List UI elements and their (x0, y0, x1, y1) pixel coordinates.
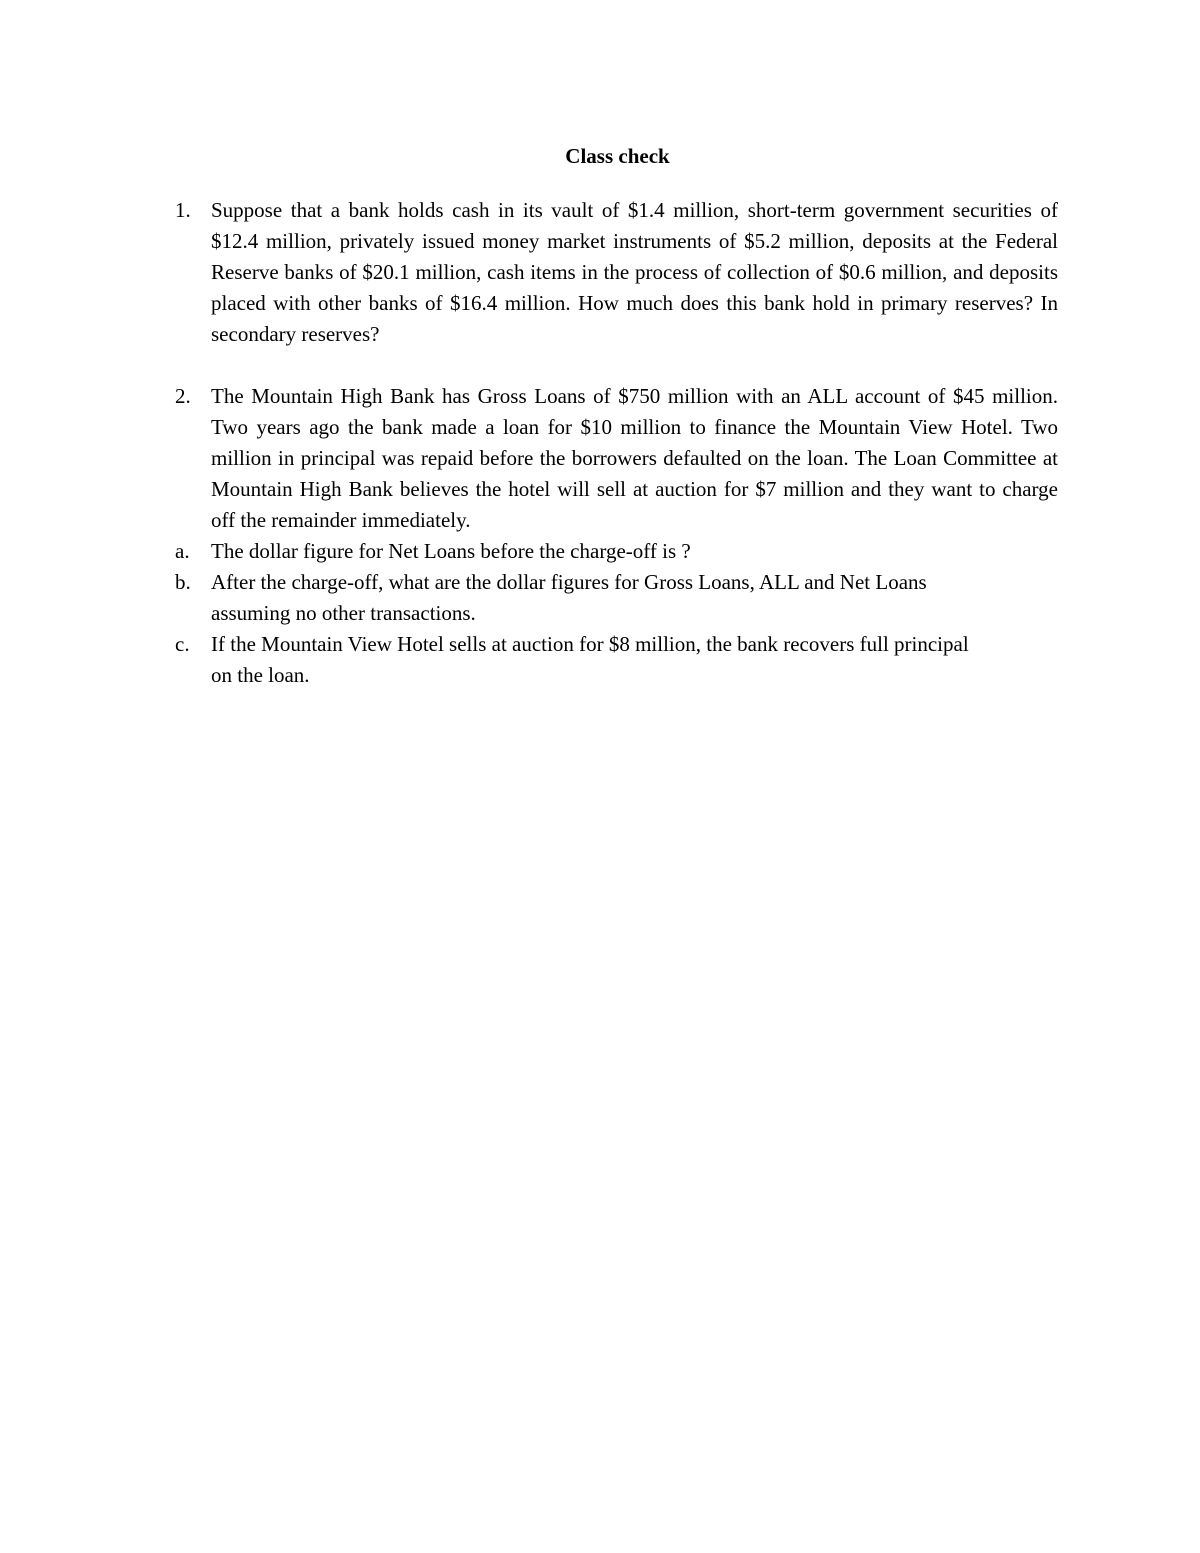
subquestion-text: After the charge-off, what are the dollar figures for Gross Loans, ALL and Net Loans assuming no other transactions. (211, 570, 927, 625)
question-number: 1. (175, 198, 191, 222)
subquestion-c (175, 629, 1058, 691)
question-1 (175, 195, 1058, 350)
subquestion-a (175, 536, 1058, 567)
subquestion-letter: b. (175, 570, 191, 594)
subquestion-text: The dollar figure for Net Loans before the charge-off is ? (211, 539, 691, 563)
subquestion-text: If the Mountain View Hotel sells at auction for $8 million, the bank recovers full principal on the loan. (211, 632, 969, 687)
question-2 (175, 381, 1058, 536)
question-text: The Mountain High Bank has Gross Loans of $750 million with an ALL account of $45 million. Two years ago the bank made a loan for $10 million to finance the Mountain View Hotel. Two million in principal was repaid before the borrowers defaulted on the loan. The Loan Committee at Mountain High Bank believes the hotel will sell at auction for $7 million and they want to charge off the remainder immediately. (211, 384, 1058, 532)
question-text: Suppose that a bank holds cash in its vault of $1.4 million, short-term government securities of $12.4 million, privately issued money market instruments of $5.2 million, deposits at the Federal Reserve banks of $20.1 million, cash items in the process of collection of $0.6 million, and deposits placed with other banks of $16.4 million. How much does this bank hold in primary reserves? In secondary reserves? (211, 198, 1058, 346)
document-title: Class check (565, 144, 670, 168)
question-number: 2. (175, 384, 191, 408)
subquestion-letter: a. (175, 539, 190, 563)
subquestion-letter: c. (175, 632, 190, 656)
subquestion-b (175, 567, 1058, 629)
